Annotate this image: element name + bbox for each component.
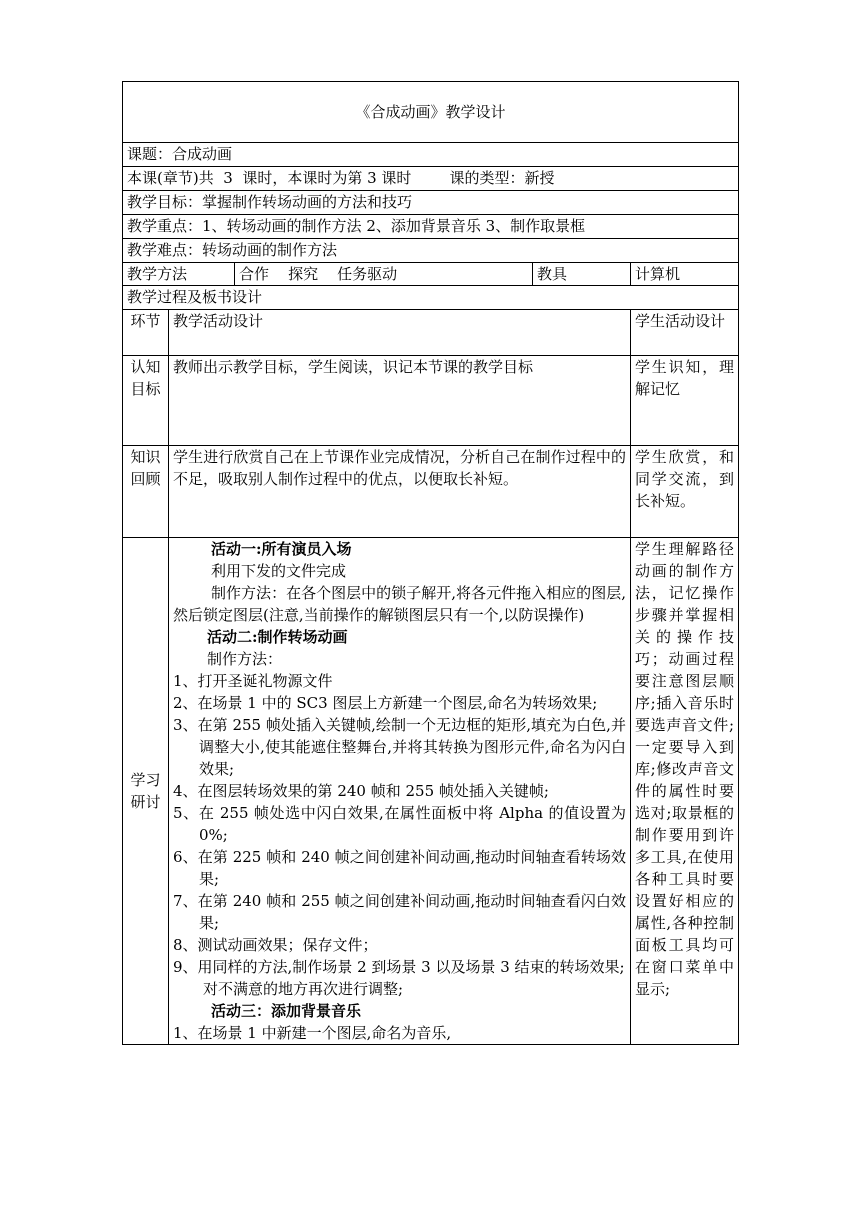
step-2: 2、在场景 1 中的 SC3 图层上方新建一个图层,命名为转场效果; — [173, 694, 598, 712]
method-label: 教学方法 — [123, 263, 235, 286]
adjust-line: 对不满意的地方再次进行调整; — [203, 980, 404, 998]
step-1: 1、打开圣诞礼物源文件 — [173, 672, 333, 690]
activity3-step1: 1、在场景 1 中新建一个图层,命名为音乐, — [173, 1024, 452, 1042]
student-cognition: 学生识知，理解记忆 — [631, 356, 739, 446]
step-8: 8、测试动画效果；保存文件； — [173, 936, 378, 954]
process-title-row: 教学过程及板书设计 — [123, 286, 739, 310]
step-3: 3、在第 255 帧处插入关键帧,绘制一个无边框的矩形,填充为白色,并调整大小,使其能遮住整舞台,并将其转换为图形元件,命名为闪白效果; — [173, 716, 626, 778]
lesson-info-row: 本课(章节)共 3 课时，本课时为第 3 课时 课的类型：新授 — [123, 167, 739, 191]
step-6: 6、在第 225 帧和 240 帧之间创建补间动画,拖动时间轴查看转场效果; — [173, 848, 626, 888]
header-student: 学生活动设计 — [631, 310, 739, 356]
activity2-title: 活动二:制作转场动画 — [207, 628, 348, 646]
stage-study: 学习研讨 — [123, 538, 169, 1045]
student-study: 学生理解路径动画的制作方法，记忆操作步骤并掌握相关的操作技巧；动画过程要注意图层顺序;插入音乐时要选声音文件;一定要导入到库;修改声音文件的属性时要选对;取景框的制作要用到许多工具,在使用各种工具时要设置好相应的属性,各种控制面板工具均可在窗口菜单中显示; — [631, 538, 739, 1045]
teacher-study — [169, 538, 631, 1045]
teacher-cognition: 教师出示教学目标，学生阅读，识记本节课的教学目标 — [169, 356, 631, 446]
goal-row: 教学目标：掌握制作转场动画的方法和技巧 — [123, 191, 739, 215]
document-title: 《合成动画》教学设计 — [123, 82, 739, 143]
activity1-method: 制作方法：在各个图层中的锁子解开,将各元件拖入相应的图层,然后锁定图层(注意,当前操作的解锁图层只有一个,以防误操作) — [173, 584, 626, 624]
method-value: 合作 探究 任务驱动 — [235, 263, 533, 286]
step-7: 7、在第 240 帧和 255 帧之间创建补间动画,拖动时间轴查看闪白效果; — [173, 892, 626, 932]
step-9: 9、用同样的方法,制作场景 2 到场景 3 以及场景 3 结束的转场效果; — [173, 958, 625, 976]
step-5: 5、在 255 帧处选中闪白效果,在属性面板中将 Alpha 的值设置为 0%; — [173, 804, 626, 844]
activity1-title: 活动一:所有演员入场 — [211, 540, 352, 558]
tools-label: 教具 — [533, 263, 631, 286]
activity3-title: 活动三：添加背景音乐 — [211, 1002, 362, 1020]
activity2-method: 制作方法： — [207, 650, 283, 668]
tools-value: 计算机 — [631, 263, 739, 286]
header-stage: 环节 — [123, 310, 169, 356]
header-teacher: 教学活动设计 — [169, 310, 631, 356]
difficulty-row: 教学难点：转场动画的制作方法 — [123, 239, 739, 263]
topic-row: 课题：合成动画 — [123, 143, 739, 167]
lesson-plan-table — [122, 81, 739, 1045]
teacher-review: 学生进行欣赏自己在上节课作业完成情况，分析自己在制作过程中的不足，吸取别人制作过程中的优点，以便取长补短。 — [169, 446, 631, 538]
step-4: 4、在图层转场效果的第 240 帧和 255 帧处插入关键帧; — [173, 782, 549, 800]
stage-review: 知识回顾 — [123, 446, 169, 538]
activity1-line1: 利用下发的文件完成 — [211, 562, 347, 580]
key-points-row: 教学重点：1、转场动画的制作方法 2、添加背景音乐 3、制作取景框 — [123, 215, 739, 239]
stage-cognition: 认知目标 — [123, 356, 169, 446]
student-review: 学生欣赏，和同学交流，到长补短。 — [631, 446, 739, 538]
